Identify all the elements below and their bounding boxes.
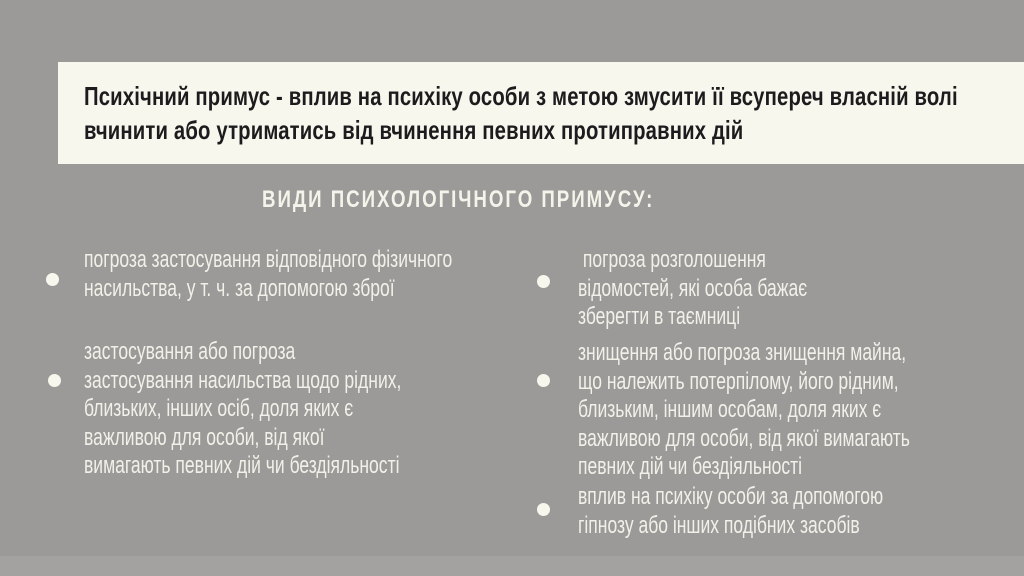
bullet-icon xyxy=(48,374,61,387)
bullet-icon xyxy=(537,503,550,516)
bullet-icon xyxy=(46,273,59,286)
definition-text: Психічний примус - вплив на психіку особи з метою змусити її всупереч власній волі вчинити або утриматись від вчинення певних протиправних дій xyxy=(84,81,958,145)
list-item-text: погроза застосування відповідного фізичного насильства, у т. ч. за допомогою зброї xyxy=(84,246,453,302)
list-item-text: застосування або погроза застосування насильства щодо рідних, близьких, інших осіб, доля яких є важливою для особи, від якої вимагають певних дій чи бездіяльності xyxy=(84,338,402,479)
section-heading: ВИДИ ПСИХОЛОГІЧНОГО ПРИМУСУ: xyxy=(262,186,655,213)
bullet-icon xyxy=(537,374,550,387)
list-item-text: погроза розголошення відомостей, які особа бажає зберегти в таємниці xyxy=(578,246,808,330)
list-item-text: знищення або погроза знищення майна, що належить потерпілому, його рідним, близьким, іншим особам, доля яких є важливою для особи, від якої вимагають певних дій чи бездіяльності xyxy=(578,339,910,480)
definition-banner xyxy=(58,62,1024,164)
bullet-icon xyxy=(537,275,550,288)
list-item-text: вплив на психіку особи за допомогою гіпнозу або інших подібних засобів xyxy=(578,483,884,539)
